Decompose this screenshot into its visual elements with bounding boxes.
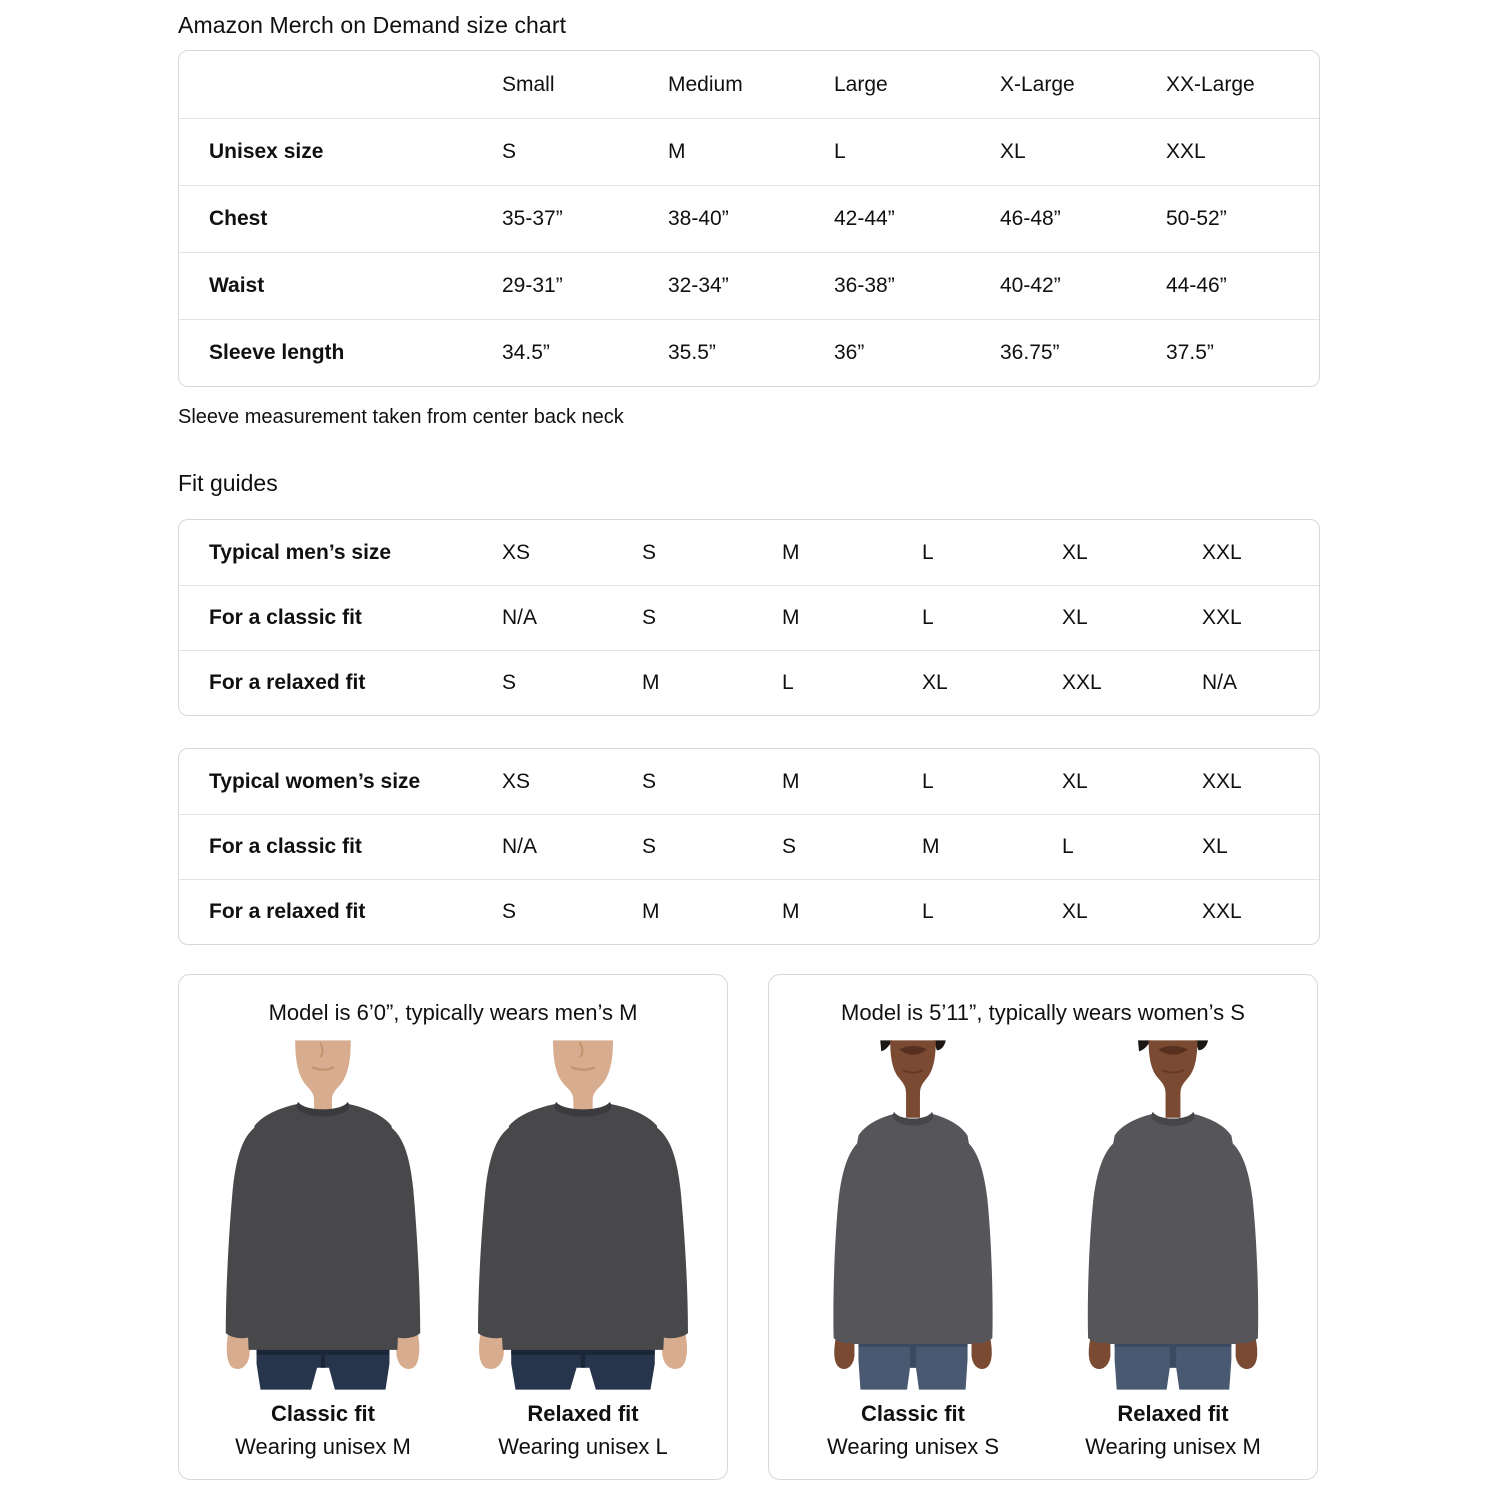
men-classic-fit-photo bbox=[199, 1039, 447, 1391]
cell: XXL bbox=[1166, 140, 1206, 163]
cell: S bbox=[502, 900, 517, 923]
cell: XL bbox=[1202, 835, 1228, 858]
women-classic-fit-photo bbox=[789, 1039, 1037, 1391]
cell: 36” bbox=[834, 341, 865, 364]
cell: L bbox=[834, 140, 846, 163]
row-label: Unisex size bbox=[209, 140, 324, 163]
wearing-label: Wearing unisex M bbox=[1085, 1434, 1261, 1459]
cell: 37.5” bbox=[1166, 341, 1214, 364]
cell: 34.5” bbox=[502, 341, 550, 364]
cell: 42-44” bbox=[834, 207, 895, 230]
row-label: For a classic fit bbox=[209, 835, 362, 858]
cell: 46-48” bbox=[1000, 207, 1061, 230]
fit-label: Classic fit bbox=[271, 1401, 375, 1426]
sleeve-measurement-note: Sleeve measurement taken from center back neck bbox=[178, 406, 624, 428]
cell: XL bbox=[1062, 769, 1088, 793]
cell: XL bbox=[922, 671, 948, 694]
size-chart-row-sleeve-length bbox=[179, 319, 1319, 386]
cell: M bbox=[642, 900, 660, 923]
fit-guide-women-row-relaxed bbox=[179, 879, 1319, 944]
cell: 35.5” bbox=[668, 341, 716, 364]
cell: 38-40” bbox=[668, 207, 729, 230]
cell: 32-34” bbox=[668, 274, 729, 297]
fit-guide-men-table bbox=[178, 519, 1320, 716]
cell: XXL bbox=[1202, 540, 1242, 564]
men-relaxed-fit-figure bbox=[457, 1039, 709, 1461]
cell: N/A bbox=[502, 606, 538, 629]
cell: S bbox=[642, 540, 657, 564]
size-chart-header-xlarge: X-Large bbox=[1000, 72, 1075, 96]
cell: M bbox=[782, 540, 800, 564]
cell: 44-46” bbox=[1166, 274, 1227, 297]
cell: S bbox=[502, 671, 517, 694]
cell: N/A bbox=[1202, 671, 1238, 694]
men-model-card bbox=[178, 974, 728, 1480]
fit-label: Relaxed fit bbox=[527, 1401, 639, 1426]
cell: XL bbox=[1062, 900, 1088, 923]
row-label: Chest bbox=[209, 207, 268, 230]
size-chart-header-small: Small bbox=[502, 72, 555, 96]
women-relaxed-fit-figure bbox=[1047, 1039, 1299, 1461]
size-chart-header-large: Large bbox=[834, 72, 888, 96]
cell: 50-52” bbox=[1166, 207, 1227, 230]
cell: L bbox=[922, 900, 934, 923]
row-label: Typical men’s size bbox=[209, 540, 392, 564]
cell: M bbox=[642, 671, 660, 694]
size-chart-row-waist bbox=[179, 252, 1319, 319]
fit-guide-women-row-typical bbox=[179, 749, 1319, 814]
fit-guide-men-row-relaxed bbox=[179, 650, 1319, 715]
cell: S bbox=[642, 769, 657, 793]
cell: M bbox=[922, 835, 940, 858]
size-chart-table bbox=[178, 50, 1320, 387]
men-model-card-title: Model is 6’0”, typically wears men’s M bbox=[268, 1000, 638, 1025]
men-relaxed-fit-photo bbox=[459, 1039, 707, 1391]
size-chart-row-unisex-size bbox=[179, 118, 1319, 185]
wearing-label: Wearing unisex S bbox=[826, 1434, 999, 1459]
cell: 36.75” bbox=[1000, 341, 1060, 364]
cell: XS bbox=[502, 540, 531, 564]
cell: S bbox=[642, 606, 657, 629]
size-chart-header-medium: Medium bbox=[668, 72, 743, 96]
wearing-label: Wearing unisex M bbox=[235, 1434, 411, 1459]
size-chart-header-row bbox=[179, 51, 1319, 118]
cell: XXL bbox=[1202, 606, 1242, 629]
men-classic-fit-figure bbox=[197, 1039, 449, 1461]
women-classic-fit-figure bbox=[787, 1039, 1039, 1461]
cell: M bbox=[782, 769, 800, 793]
cell: L bbox=[922, 606, 934, 629]
cell: XXL bbox=[1202, 900, 1242, 923]
cell: XS bbox=[502, 769, 531, 793]
fit-guide-men-row-classic bbox=[179, 585, 1319, 650]
cell: 29-31” bbox=[502, 274, 563, 297]
cell: S bbox=[502, 140, 517, 163]
cell: M bbox=[668, 140, 686, 163]
cell: XL bbox=[1062, 606, 1088, 629]
row-label: For a relaxed fit bbox=[209, 900, 366, 923]
fit-label: Classic fit bbox=[861, 1401, 965, 1426]
row-label: For a relaxed fit bbox=[209, 671, 366, 694]
cell: L bbox=[1062, 835, 1074, 858]
women-relaxed-fit-photo bbox=[1049, 1039, 1297, 1391]
cell: XXL bbox=[1202, 769, 1242, 793]
women-model-figures bbox=[769, 1039, 1317, 1461]
cell: XL bbox=[1000, 140, 1026, 163]
fit-label: Relaxed fit bbox=[1117, 1401, 1229, 1426]
model-cards bbox=[178, 974, 1320, 1480]
row-label: Waist bbox=[209, 274, 265, 297]
cell: S bbox=[782, 835, 797, 858]
cell: N/A bbox=[502, 835, 538, 858]
cell: XXL bbox=[1062, 671, 1102, 694]
cell: M bbox=[782, 900, 800, 923]
fit-guide-men-row-typical bbox=[179, 520, 1319, 585]
cell: L bbox=[782, 671, 794, 694]
women-model-card-title: Model is 5’11”, typically wears women’s S bbox=[841, 1000, 1245, 1025]
fit-guide-women-row-classic bbox=[179, 814, 1319, 879]
women-model-card bbox=[768, 974, 1318, 1480]
page-title: Amazon Merch on Demand size chart bbox=[178, 12, 567, 38]
row-label: For a classic fit bbox=[209, 606, 362, 629]
cell: 40-42” bbox=[1000, 274, 1061, 297]
fit-guides-heading: Fit guides bbox=[178, 470, 278, 496]
cell: XL bbox=[1062, 540, 1088, 564]
men-model-figures bbox=[179, 1039, 727, 1461]
cell: L bbox=[922, 769, 934, 793]
size-chart-header-xxlarge: XX-Large bbox=[1166, 72, 1255, 96]
cell: S bbox=[642, 835, 657, 858]
row-label: Typical women’s size bbox=[209, 769, 421, 793]
cell: M bbox=[782, 606, 800, 629]
fit-guide-women-table bbox=[178, 748, 1320, 945]
cell: L bbox=[922, 540, 934, 564]
row-label: Sleeve length bbox=[209, 341, 345, 364]
cell: 35-37” bbox=[502, 207, 563, 230]
cell: 36-38” bbox=[834, 274, 895, 297]
wearing-label: Wearing unisex L bbox=[498, 1434, 668, 1459]
size-chart-row-chest bbox=[179, 185, 1319, 252]
